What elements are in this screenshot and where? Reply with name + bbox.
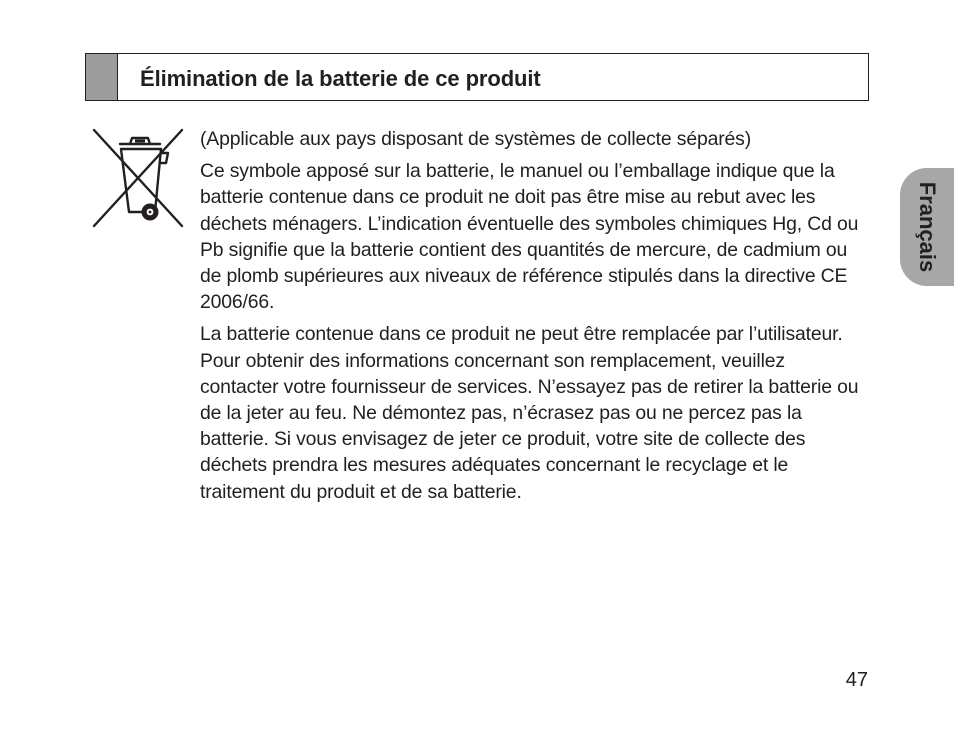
- section-header: [85, 53, 869, 101]
- paragraph-symbol-meaning: Ce symbole apposé sur la batterie, le manuel ou l’emballage indique que la batterie contenue dans ce produit ne doit pas être mise au rebut avec les déchets ménagers. L’indication éventuelle des symboles chimiques Hg, Cd ou Pb signifie que la batterie contient des quantités de mercure, de cadmium ou de plomb supérieures aux niveaux de référence stipulés dans la directive CE 2006/66.: [200, 160, 859, 314]
- section-header-marker: [86, 54, 118, 100]
- section-title: Élimination de la batterie de ce produit: [140, 66, 541, 91]
- crossed-out-wheelie-bin-icon: [91, 127, 185, 229]
- paragraph-applicability: (Applicable aux pays disposant de systèmes de collecte séparés): [200, 128, 752, 150]
- paragraph-battery-replacement: La batterie contenue dans ce produit ne peut être remplacée par l’utilisateur. Pour obtenir des informations concernant son remplacement, veuillez contacter votre fournisseur de services. N’essayez pas de retirer la batterie ou de la jeter au feu. Ne démontez pas, n’écrasez pas ou ne percez pas la batterie. Si vous envisagez de jeter ce produit, votre site de collecte des déchets prendra les mesures adéquates concernant le recyclage et le traitement du produit et de sa batterie.: [200, 323, 859, 503]
- body-text: [200, 126, 860, 511]
- language-tab-label: Français: [915, 181, 940, 273]
- page-number: 47: [845, 669, 868, 691]
